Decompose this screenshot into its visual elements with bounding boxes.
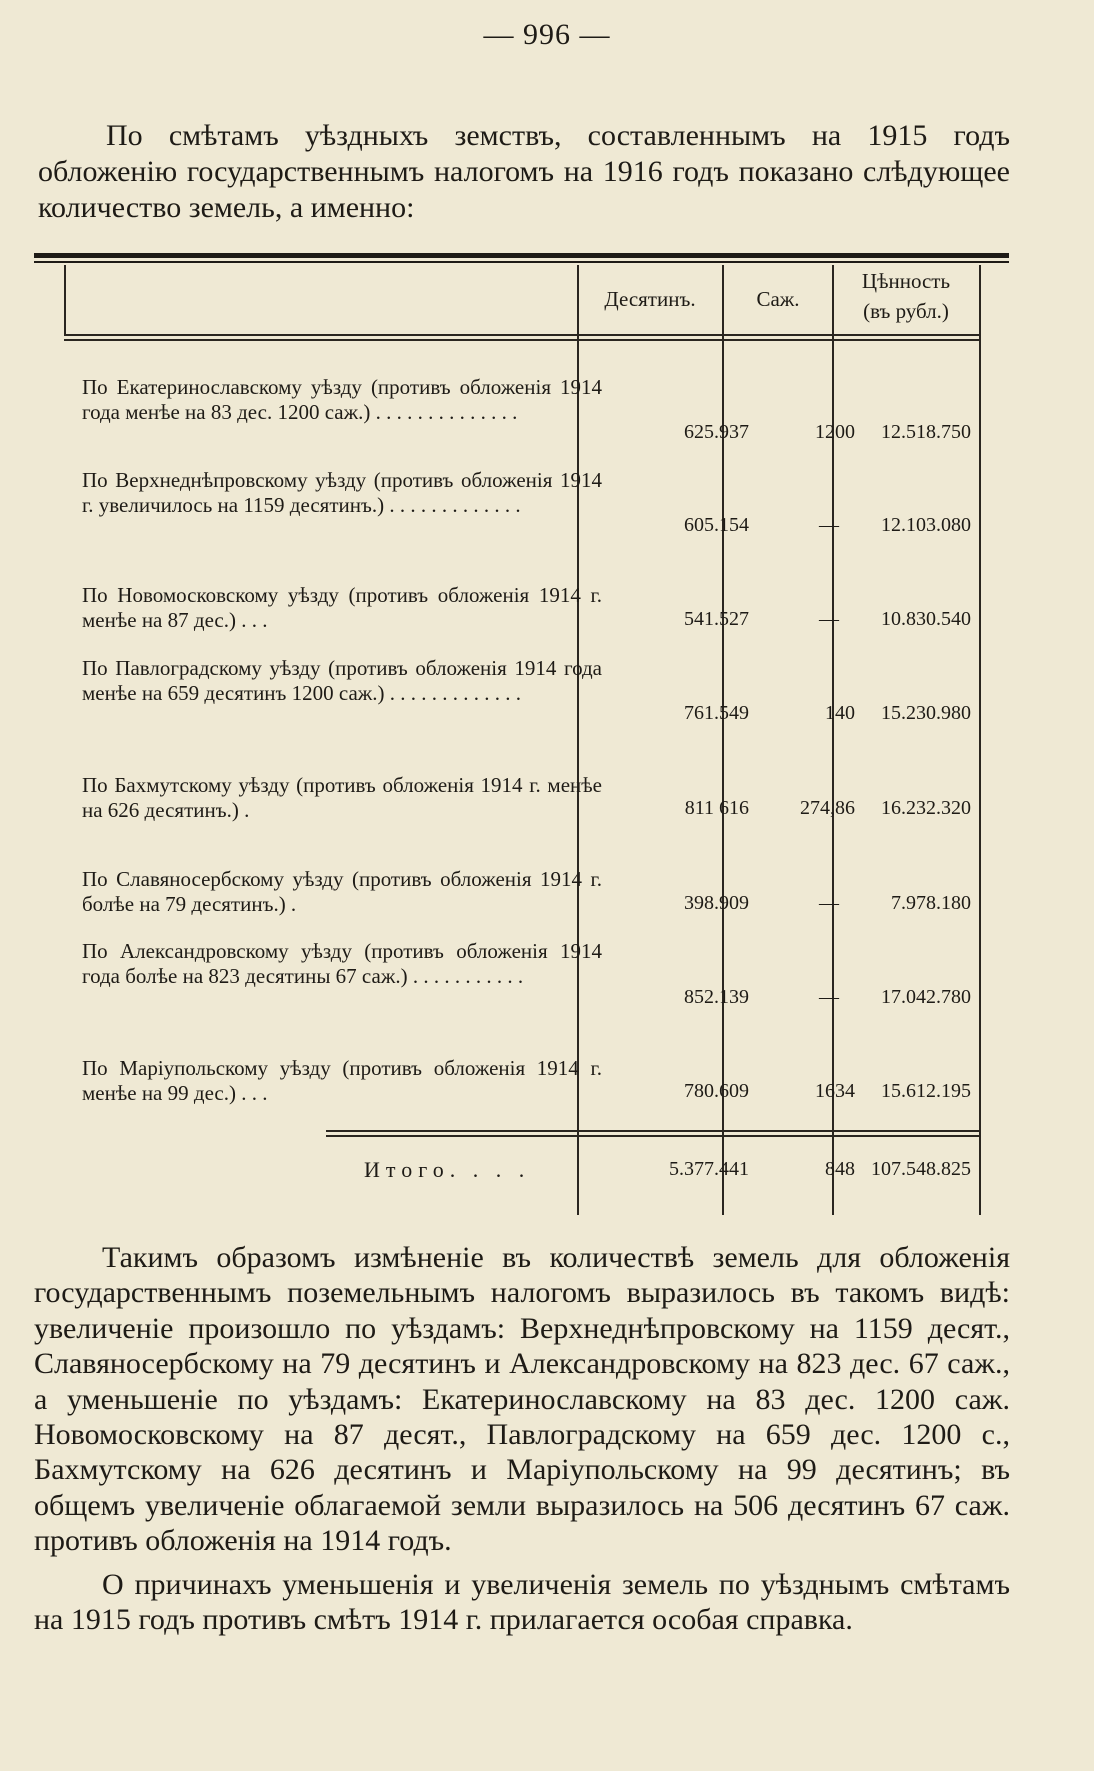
body-text xyxy=(34,1240,1010,1637)
total-rule-2 xyxy=(326,1135,979,1137)
table-row-desc: По Маріупольскому уѣзду (противъ обложенія 1914 г. менѣе на 99 дес.) . . . xyxy=(82,1056,602,1105)
table-row-desc: По Екатеринославскому уѣзду (противъ обложенія 1914 года менѣе на 83 дес. 1200 саж.) . . . . . . . . . . . . . . xyxy=(82,375,602,424)
table-row-sazh: 1200 xyxy=(815,421,855,443)
table-row-sazh: 1634 xyxy=(815,1080,855,1102)
table-left-border xyxy=(64,265,66,335)
intro-paragraph xyxy=(38,118,1010,226)
total-value: 107.548.825 xyxy=(871,1158,971,1180)
header-value-line2: (въ рубл.) xyxy=(863,299,949,323)
table-row-desyatin: 398.909 xyxy=(684,892,749,914)
total-desyatin: 5.377.441 xyxy=(669,1158,749,1180)
table-row-desyatin: 541.527 xyxy=(684,608,749,630)
table-row-value: 10.830.540 xyxy=(881,608,971,630)
table-row-desyatin: 625.937 xyxy=(684,421,749,443)
total-rule-1 xyxy=(326,1130,979,1132)
table-row-value: 7.978.180 xyxy=(891,892,971,914)
table-row-desc: По Александровскому уѣзду (противъ обложенія 1914 года болѣе на 823 десятины 67 саж.) . . . . . . . . . . . xyxy=(82,939,602,988)
header-rule-2 xyxy=(64,339,979,341)
table-row-value: 12.103.080 xyxy=(881,514,971,536)
table-row-desyatin: 852.139 xyxy=(684,986,749,1008)
table-row-value: 16.232.320 xyxy=(881,797,971,819)
table-row-sazh: — xyxy=(819,986,839,1008)
table-row-sazh: — xyxy=(819,608,839,630)
table-row-desc: По Верхнеднѣпровскому уѣзду (противъ обложенія 1914 г. увеличилось на 1159 десятинъ.) . . . . . . . . . . . . . xyxy=(82,468,602,517)
intro-text: По смѣтамъ уѣздныхъ земствъ, составленнымъ на 1915 годъ обложенію государственнымъ налогомъ на 1916 годъ показано слѣдующее количество земель, а именно: xyxy=(38,119,1010,224)
table-row-value: 17.042.780 xyxy=(881,986,971,1008)
header-rule-1 xyxy=(64,334,979,336)
header-value-line1: Цѣнность xyxy=(861,269,951,293)
table-row-desc: По Новомосковскому уѣзду (противъ обложенія 1914 г. менѣе на 87 дес.) . . . xyxy=(82,583,602,632)
header-sazh: Саж. xyxy=(756,287,800,311)
land-table xyxy=(34,253,1009,1213)
table-row-desc: По Славяносербскому уѣзду (противъ обложенія 1914 г. болѣе на 79 десятинъ.) . xyxy=(82,867,602,916)
page-number: — 996 — xyxy=(483,18,611,51)
reference-paragraph: О причинахъ уменьшенія и увеличенія земель по уѣзднымъ смѣтамъ на 1915 годъ противъ смѣтъ 1914 г. прилагается особая справка. xyxy=(34,1567,1010,1637)
table-row-desc: По Бахмутскому уѣзду (противъ обложенія 1914 г. менѣе на 626 десятинъ.) . xyxy=(82,773,602,822)
table-row-sazh: 140 xyxy=(825,702,855,724)
table-row-desyatin: 761.549 xyxy=(684,702,749,724)
table-row-desyatin: 811 616 xyxy=(684,797,749,819)
table-row-desyatin: 605.154 xyxy=(684,514,749,536)
column-divider-3 xyxy=(832,265,834,1215)
table-row-desc: По Павлоградскому уѣзду (противъ обложенія 1914 года менѣе на 659 десятинъ 1200 саж.) . . . . . . . . . . . . . xyxy=(82,656,602,705)
table-row-sazh: 274,86 xyxy=(800,797,855,819)
table-row-sazh: — xyxy=(819,514,839,536)
summary-paragraph: Такимъ образомъ измѣненіе въ количествѣ земель для обложенія государственнымъ поземельнымъ налогомъ выразилось въ такомъ видѣ: увеличеніе произошло по уѣздамъ: Верхнеднѣпровскому на 1159 десят., Славяносербскому на 79 десятинъ и Александровскому на 823 дес. 67 саж., а уменьшеніе по уѣздамъ: Екатеринославскому на 83 дес. 1200 саж. Новомосковскому на 87 десят., Павлоградскому на 659 дес. 1200 с., Бахмутскому на 626 десятинъ и Маріупольскому на 99 десятинъ; въ общемъ увеличеніе облагаемой земли выразилось на 506 десятинъ 67 саж. противъ обложенія на 1914 годъ. xyxy=(34,1241,1010,1558)
table-row-value: 15.230.980 xyxy=(881,702,971,724)
header-desyatin: Десятинъ. xyxy=(604,287,696,311)
total-sazh: 848 xyxy=(825,1158,855,1180)
table-row-sazh: — xyxy=(819,892,839,914)
table-row-desyatin: 780.609 xyxy=(684,1080,749,1102)
table-row-value: 15.612.195 xyxy=(881,1080,971,1102)
table-top-rule-thin xyxy=(34,261,1009,263)
column-divider-2 xyxy=(722,265,724,1215)
table-row-value: 12.518.750 xyxy=(881,421,971,443)
total-label: Итого. . . . xyxy=(364,1157,531,1182)
table-top-rule-thick xyxy=(34,253,1009,258)
table-right-border xyxy=(979,265,981,1215)
